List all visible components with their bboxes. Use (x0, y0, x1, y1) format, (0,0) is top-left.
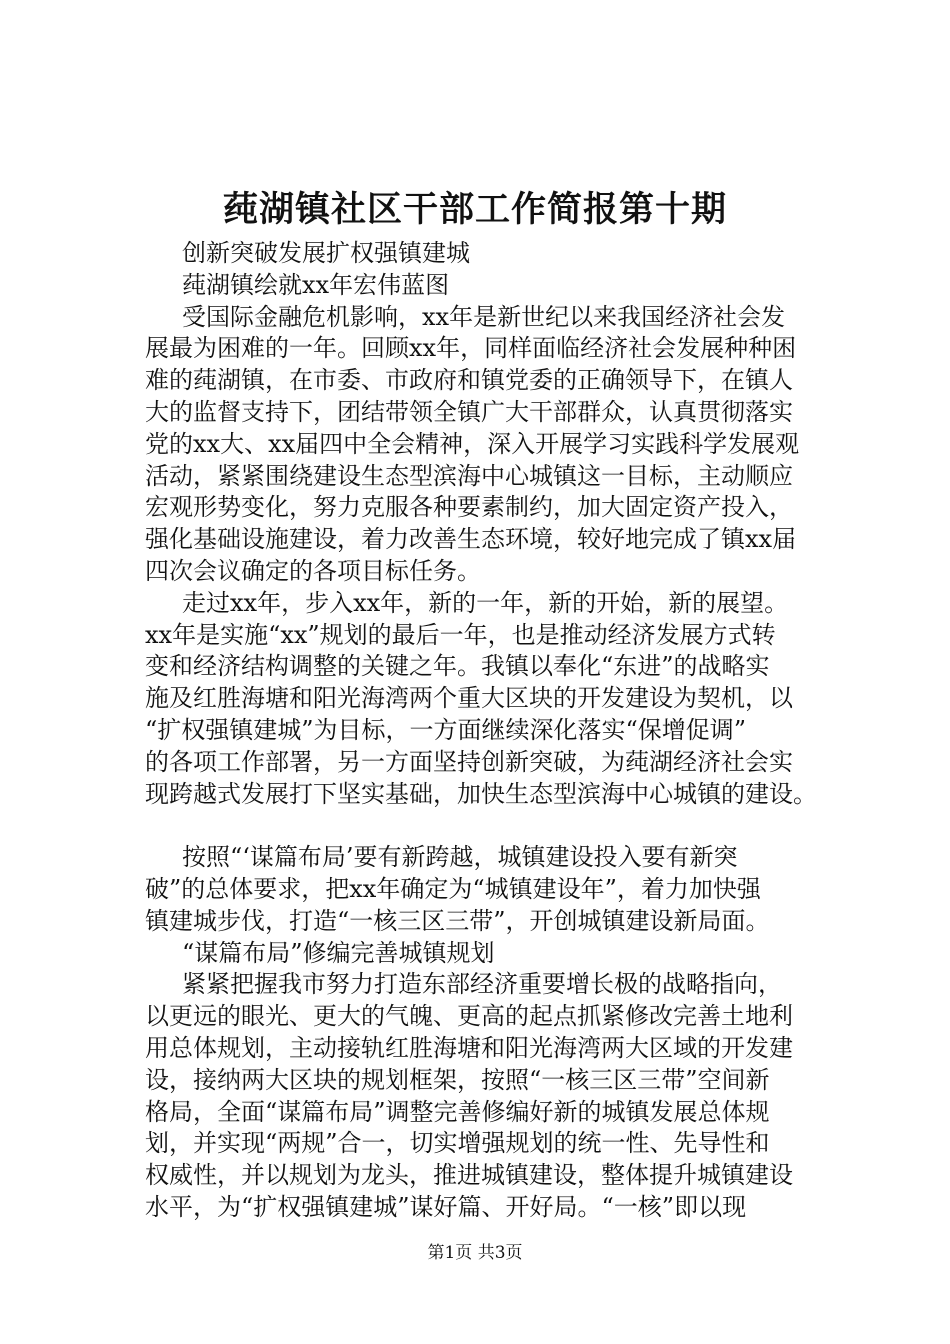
paragraph-line: 水平，为“扩权强镇建城”谋好篇、开好局。“一核”即以现 (145, 1192, 747, 1221)
paragraph-line: 难的莼湖镇，在市委、市政府和镇党委的正确领导下，在镇人 (145, 366, 793, 395)
paragraph-line: 破”的总体要求，把xx年确定为“城镇建设年”，着力加快强 (145, 874, 761, 903)
paragraph-line: 以更远的眼光、更大的气魄、更高的起点抓紧修改完善土地利 (145, 1002, 793, 1031)
paragraph-line: 走过xx年，步入xx年，新的一年，新的开始，新的展望。 (182, 588, 789, 617)
paragraph-line: 大的监督支持下，团结带领全镇广大干部群众，认真贯彻落实 (145, 397, 793, 426)
paragraph-line: 强化基础设施建设，着力改善生态环境，较好地完成了镇xx届 (145, 525, 797, 554)
blank-line (145, 810, 851, 842)
paragraph-line: 权威性，并以规划为龙头，推进城镇建设，整体提升城镇建设 (145, 1161, 793, 1190)
document-title: 莼湖镇社区干部工作简报第十期 (222, 189, 727, 230)
paragraph-line: 按照“‘谋篇布局’要有新跨越，城镇建设投入要有新突 (182, 843, 738, 872)
paragraph-line: 紧紧把握我市努力打造东部经济重要增长极的战略指向， (182, 970, 782, 999)
paragraph-line: “扩权强镇建城”为目标，一方面继续深化落实“保增促调” (145, 715, 747, 744)
paragraph-line: 划，并实现“两规”合一，切实增强规划的统一性、先导性和 (145, 1129, 770, 1158)
paragraph-line: 现跨越式发展打下坚实基础，加快生态型滨海中心城镇的建设。 (145, 779, 817, 808)
paragraph-line: 变和经济结构调整的关键之年。我镇以奉化“东进”的战略实 (145, 652, 770, 681)
paragraph-line: 四次会议确定的各项目标任务。 (145, 556, 481, 585)
paragraph-line: 施及红胜海塘和阳光海湾两个重大区块的开发建设为契机，以 (145, 684, 793, 713)
section-heading: “谋篇布局”修编完善城镇规划 (182, 938, 495, 967)
paragraph-line: 党的xx大、xx届四中全会精神，深入开展学习实践科学发展观 (145, 429, 800, 458)
paragraph-line: 的各项工作部署，另一方面坚持创新突破，为莼湖经济社会实 (145, 747, 793, 776)
paragraph-line: 展最为困难的一年。回顾xx年，同样面临经济社会发展种种困 (145, 334, 797, 363)
paragraph-line: 受国际金融危机影响，xx年是新世纪以来我国经济社会发 (182, 302, 786, 331)
subtitle-line: 莼湖镇绘就xx年宏伟蓝图 (182, 270, 450, 299)
paragraph-line: 活动，紧紧围绕建设生态型滨海中心城镇这一目标，主动顺应 (145, 461, 793, 490)
page-footer: 第1页 共3页 (427, 1243, 523, 1263)
document-body (145, 238, 851, 1224)
subtitle-line: 创新突破发展扩权强镇建城 (182, 239, 470, 267)
paragraph-line: 宏观形势变化，努力克服各种要素制约，加大固定资产投入， (145, 493, 793, 522)
paragraph-line: 镇建城步伐，打造“一核三区三带”，开创城镇建设新局面。 (145, 906, 770, 935)
paragraph-line: 用总体规划，主动接轨红胜海塘和阳光海湾两大区域的开发建 (145, 1033, 793, 1062)
paragraph-line: 设，接纳两大区块的规划框架，按照“一核三区三带”空间新 (145, 1065, 770, 1094)
paragraph-line: xx年是实施“xx”规划的最后一年，也是推动经济发展方式转 (145, 620, 776, 649)
paragraph-line: 格局，全面“谋篇布局”调整完善修编好新的城镇发展总体规 (145, 1097, 770, 1126)
